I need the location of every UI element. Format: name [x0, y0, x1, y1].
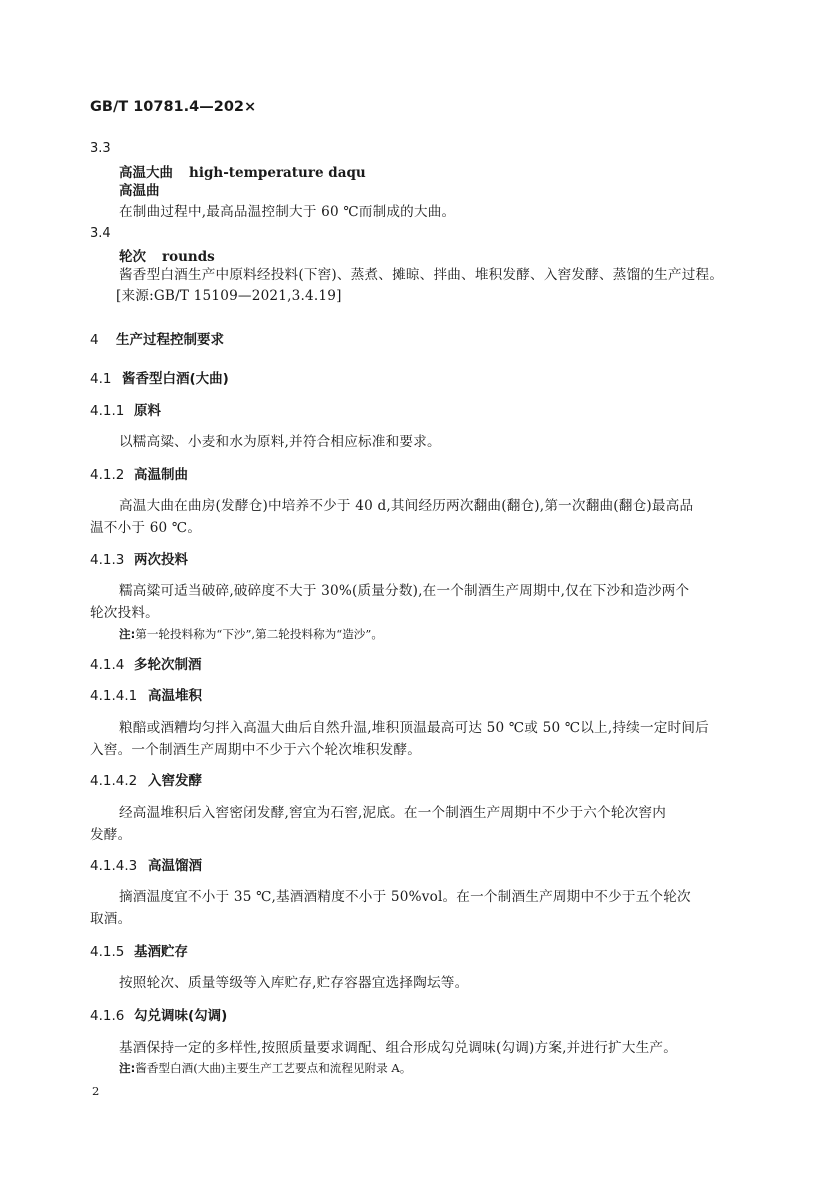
- section-heading: [90, 946, 188, 960]
- chapter-heading: [90, 334, 224, 348]
- paragraph-line: 轮次投料。: [90, 605, 159, 621]
- term-source: [来源:GB/T 15109—2021,3.4.19]: [116, 288, 342, 304]
- paragraph: 按照轮次、质量等级等入库贮存,贮存容器宜选择陶坛等。: [119, 975, 469, 991]
- term-alias: 高温曲: [119, 183, 160, 199]
- paragraph-line: 温不小于 60 ℃。: [90, 520, 202, 536]
- section-title: 入窖发酵: [148, 773, 202, 789]
- note-text: 酱香型白酒(大曲)主要生产工艺要点和流程见附录 A。: [135, 1061, 412, 1075]
- section-number: 4.1.3: [90, 552, 125, 568]
- note-text: 第一轮投料称为“下沙”,第二轮投料称为“造沙”。: [135, 627, 383, 641]
- term-definition: 酱香型白酒生产中原料经投料(下窖)、蒸煮、摊晾、拌曲、堆积发酵、入窖发酵、蒸馏的生产过程。: [119, 267, 724, 283]
- paragraph-line: 经高温堆积后入窖密闭发酵,窖宜为石窖,泥底。在一个制酒生产周期中不少于六个轮次窖内: [119, 805, 666, 821]
- standard-code-header: GB/T 10781.4—202×: [90, 99, 257, 115]
- section-number: 4.1.1: [90, 403, 125, 419]
- section-title: 勾兑调味(勾调): [134, 1008, 228, 1024]
- section-title: 多轮次制酒: [134, 657, 202, 673]
- section-number: 4.1: [90, 371, 112, 387]
- section-title: 基酒贮存: [134, 944, 188, 960]
- section-title: 高温堆积: [148, 688, 202, 704]
- section-title: 高温馏酒: [148, 858, 202, 874]
- term-name-en: rounds: [162, 249, 215, 265]
- term-name-zh: 高温大曲: [119, 165, 173, 181]
- paragraph-line: 粮醅或酒糟均匀拌入高温大曲后自然升温,堆积顶温最高可达 50 ℃或 50 ℃以上,持续一定时间后: [119, 720, 709, 736]
- note: [119, 629, 383, 641]
- section-heading: [90, 373, 229, 387]
- note-label: 注:: [119, 627, 136, 641]
- section-heading: [90, 469, 188, 483]
- section-heading: [90, 554, 188, 568]
- section-number: 4.1.2: [90, 467, 125, 483]
- paragraph: 以糯高粱、小麦和水为原料,并符合相应标准和要求。: [119, 434, 441, 450]
- section-number: 4.1.6: [90, 1008, 125, 1024]
- term-definition: 在制曲过程中,最高品温控制大于 60 ℃而制成的大曲。: [119, 204, 456, 220]
- paragraph-line: 糯高粱可适当破碎,破碎度不大于 30%(质量分数),在一个制酒生产周期中,仅在下沙和造沙两个: [119, 583, 690, 599]
- section-number: 4.1.4.3: [90, 858, 138, 874]
- section-number: 4.1.5: [90, 944, 125, 960]
- paragraph: 基酒保持一定的多样性,按照质量要求调配、组合形成勾兑调味(勾调)方案,并进行扩大生产。: [119, 1040, 678, 1056]
- section-number: 4.1.4: [90, 657, 125, 673]
- section-title: 酱香型白酒(大曲): [122, 371, 229, 387]
- page-number: 2: [92, 1084, 100, 1098]
- paragraph-line: 取酒。: [90, 911, 132, 927]
- section-title: 原料: [134, 403, 161, 419]
- section-number: 4.1.4.1: [90, 688, 138, 704]
- paragraph-line: 摘酒温度宜不小于 35 ℃,基酒酒精度不小于 50%vol。在一个制酒生产周期中不少于五个轮次: [119, 889, 691, 905]
- section-heading: [90, 1010, 227, 1024]
- note-label: 注:: [119, 1061, 136, 1075]
- section-number: 4.1.4.2: [90, 773, 138, 789]
- term-number: 3.4: [90, 226, 111, 241]
- section-title: 高温制曲: [134, 467, 188, 483]
- chapter-title: 生产过程控制要求: [116, 332, 224, 348]
- paragraph-line: 发酵。: [90, 827, 132, 843]
- section-title: 两次投料: [134, 552, 188, 568]
- term-heading: [119, 164, 366, 181]
- term-heading: [119, 248, 215, 265]
- section-heading: [90, 659, 202, 673]
- term-number: 3.3: [90, 141, 111, 156]
- section-heading: [90, 775, 202, 789]
- term-name-en: high-temperature daqu: [189, 165, 366, 181]
- section-heading: [90, 860, 202, 874]
- section-heading: [90, 405, 161, 419]
- note: [119, 1063, 411, 1075]
- chapter-number: 4: [90, 332, 99, 348]
- section-heading: [90, 690, 202, 704]
- paragraph-line: 入窖。一个制酒生产周期中不少于六个轮次堆积发酵。: [90, 742, 422, 758]
- term-name-zh: 轮次: [119, 249, 146, 265]
- paragraph-line: 高温大曲在曲房(发酵仓)中培养不少于 40 d,其间经历两次翻曲(翻仓),第一次翻曲(翻仓)最高品: [119, 498, 694, 514]
